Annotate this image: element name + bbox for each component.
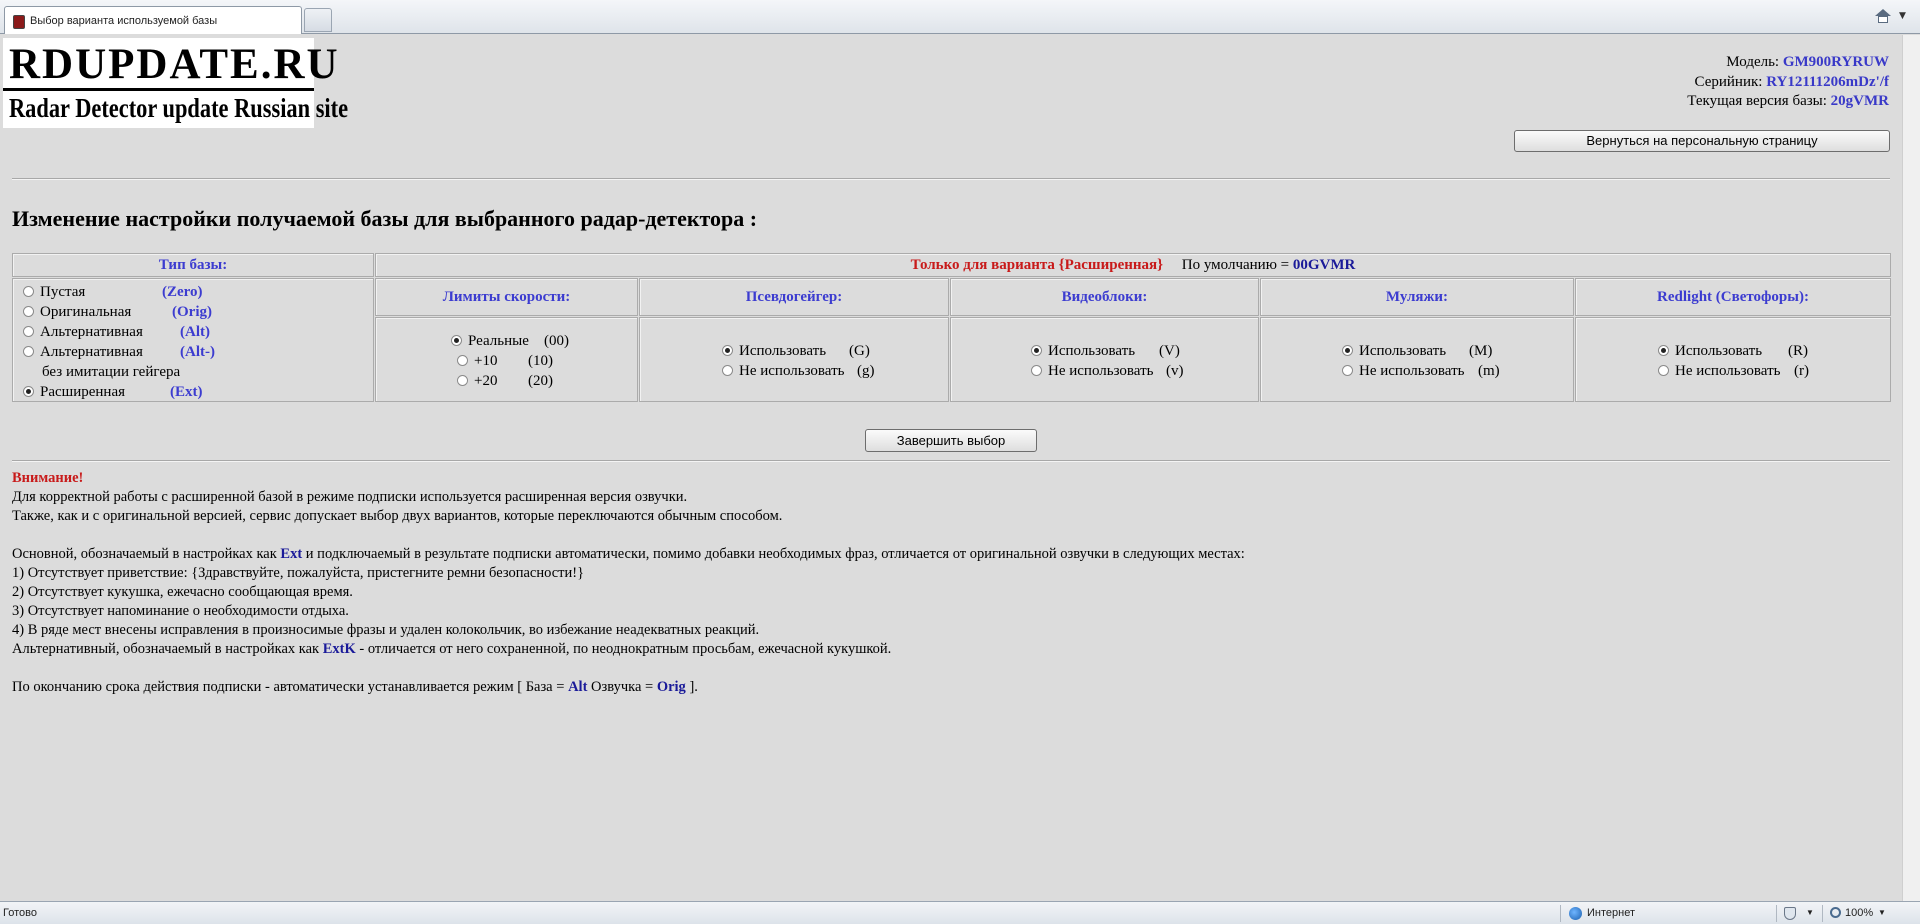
dummies-option-use[interactable]: Использовать (M) [1342, 342, 1446, 360]
version-row [1687, 92, 1889, 112]
radio-button[interactable] [1342, 365, 1353, 376]
security-zone: Интернет [1587, 907, 1635, 919]
globe-icon [1569, 907, 1582, 920]
video-blocks-header: Видеоблоки: [950, 278, 1259, 316]
speed-limits-header: Лимиты скорости: [375, 278, 638, 316]
note-line: По окончанию срока действия подписки - автоматически устанавливается режим [ База = Alt Озвучка = Orig ]. [12, 679, 698, 695]
page-content [0, 35, 1902, 901]
extended-only-label: Только для варианта {Расширенная} [910, 257, 1164, 273]
chevron-down-icon[interactable]: ▼ [1878, 908, 1886, 917]
radio-button[interactable] [1031, 365, 1042, 376]
status-text: Готово [3, 907, 37, 919]
extk-code: ExtK [322, 641, 356, 657]
video-option-dont-use[interactable]: Не использовать (v) [1031, 362, 1153, 380]
separator [1560, 905, 1561, 922]
base-option-ext[interactable]: Расширенная (Ext) [23, 383, 125, 401]
serial-value: RY12111206mDz'/f [1766, 73, 1889, 90]
zoom-level[interactable]: 100% [1845, 907, 1874, 919]
spacer [12, 526, 1892, 545]
radio-button[interactable] [457, 355, 468, 366]
geiger-option-dont-use[interactable]: Не использовать (g) [722, 362, 844, 380]
notes-section [12, 469, 1892, 697]
device-info [1687, 53, 1889, 112]
browser-tab[interactable] [4, 6, 302, 34]
model-value: GM900RYRUW [1782, 54, 1889, 70]
model-row [1687, 53, 1889, 73]
radio-button[interactable] [1658, 365, 1669, 376]
redlight-option-use[interactable]: Использовать (R) [1658, 342, 1762, 360]
site-logo[interactable] [3, 38, 349, 128]
base-option-orig[interactable]: Оригинальная (Orig) [23, 303, 131, 321]
radio-button[interactable] [1342, 345, 1353, 356]
warning-title: Внимание! [12, 470, 84, 486]
chevron-down-icon[interactable]: ▼ [1806, 908, 1814, 917]
base-option-zero[interactable]: Пустая (Zero) [23, 283, 85, 301]
speed-limits-cell [375, 317, 638, 402]
radio-button[interactable] [457, 375, 468, 386]
radio-button[interactable] [23, 346, 34, 357]
browser-status-bar [0, 901, 1920, 924]
radio-button[interactable] [1031, 345, 1042, 356]
radio-button[interactable] [1658, 345, 1669, 356]
dummies-cell [1260, 317, 1574, 402]
browser-tab-bar [0, 0, 1920, 34]
dummies-header: Муляжи: [1260, 278, 1574, 316]
redlight-header: Redlight (Светофоры): [1575, 278, 1891, 316]
radio-button[interactable] [451, 335, 462, 346]
base-type-cell [12, 278, 374, 402]
orig-code: Orig [656, 679, 686, 695]
logo-title: RDUPDATE.RU [9, 41, 340, 88]
page-title: Изменение настройки получаемой базы для выбранного радар-детектора : [12, 206, 758, 231]
pseudo-geiger-header: Псевдогейгер: [639, 278, 949, 316]
note-line: Для корректной работы с расширенной базой в режиме подписки используется расширенная версия озвучки. [12, 489, 688, 505]
site-favicon-icon [13, 15, 25, 29]
vertical-scrollbar[interactable] [1902, 35, 1920, 901]
ext-code: Ext [280, 546, 303, 562]
serial-row [1687, 73, 1889, 93]
note-line: 4) В ряде мест внесены исправления в произносимые фразы и удален колокольчик, во избежание неадекватных реакций. [12, 622, 760, 638]
geiger-option-use[interactable]: Использовать (G) [722, 342, 826, 360]
return-to-personal-page-button[interactable]: Вернуться на персональную страницу [1514, 130, 1890, 152]
finish-selection-button[interactable]: Завершить выбор [865, 429, 1037, 452]
divider [12, 460, 1890, 462]
video-option-use[interactable]: Использовать (V) [1031, 342, 1135, 360]
note-line: 1) Отсутствует приветствие: {Здравствуйте, пожалуйста, пристегните ремни безопасности!} [12, 565, 585, 581]
separator [1776, 905, 1777, 922]
base-option-alt[interactable]: Альтернативная (Alt) [23, 323, 143, 341]
video-blocks-cell [950, 317, 1259, 402]
model-label: Модель: [1726, 54, 1780, 70]
radio-button[interactable] [23, 386, 34, 397]
base-type-header-label: Тип базы: [158, 257, 228, 273]
alt-code: Alt [568, 679, 588, 695]
default-value: 00GVMR [1292, 257, 1356, 273]
divider [12, 178, 1890, 180]
logo-subtitle: Radar Detector update Russian site [9, 93, 349, 123]
extended-only-header [375, 253, 1891, 277]
radio-button[interactable] [23, 326, 34, 337]
redlight-cell [1575, 317, 1891, 402]
radio-button[interactable] [23, 286, 34, 297]
home-icon[interactable] [1875, 9, 1891, 23]
note-line: 2) Отсутствует кукушка, ежечасно сообщающая время. [12, 584, 353, 600]
separator [1822, 905, 1823, 922]
dummies-option-dont-use[interactable]: Не использовать (m) [1342, 362, 1464, 380]
base-option-alt-minus[interactable]: Альтернативная (Alt-) [23, 343, 143, 361]
protected-mode-icon[interactable] [1784, 907, 1796, 920]
chevron-down-icon[interactable]: ▼ [1899, 11, 1906, 21]
pseudo-geiger-cell [639, 317, 949, 402]
speed-option-plus10[interactable]: +10 (10) [457, 352, 497, 370]
radio-button[interactable] [23, 306, 34, 317]
radio-button[interactable] [722, 365, 733, 376]
note-line: Основной, обозначаемый в настройках как Ext и подключаемый в результате подписки автоматически, помимо добавки необходимых фраз, отличается от оригинальной озвучки в следующих местах: [12, 546, 1245, 562]
speed-option-real[interactable]: Реальные (00) [451, 332, 529, 350]
zoom-icon[interactable] [1830, 907, 1841, 918]
new-tab-button[interactable] [304, 8, 332, 32]
serial-label: Серийник: [1694, 73, 1763, 90]
base-type-header [12, 253, 374, 277]
logo-divider [3, 88, 314, 91]
note-line: Также, как и с оригинальной версией, сервис допускает выбор двух вариантов, которые переключаются обычным способом. [12, 508, 783, 524]
base-option-alt-minus-note: без имитации гейгера [42, 364, 181, 380]
note-line: 3) Отсутствует напоминание о необходимости отдыха. [12, 603, 349, 619]
version-value: 20gVMR [1830, 93, 1889, 109]
radio-button[interactable] [722, 345, 733, 356]
default-label: По умолчанию = [1181, 257, 1290, 273]
note-line: Альтернативный, обозначаемый в настройках как ExtK - отличается от него сохраненной, по неоднократным просьбам, ежечасной кукушкой. [12, 641, 892, 657]
version-label: Текущая версия базы: [1687, 93, 1827, 109]
redlight-option-dont-use[interactable]: Не использовать (r) [1658, 362, 1780, 380]
spacer [12, 659, 1892, 678]
speed-option-plus20[interactable]: +20 (20) [457, 372, 497, 390]
tab-title: Выбор варианта используемой базы [30, 15, 218, 27]
